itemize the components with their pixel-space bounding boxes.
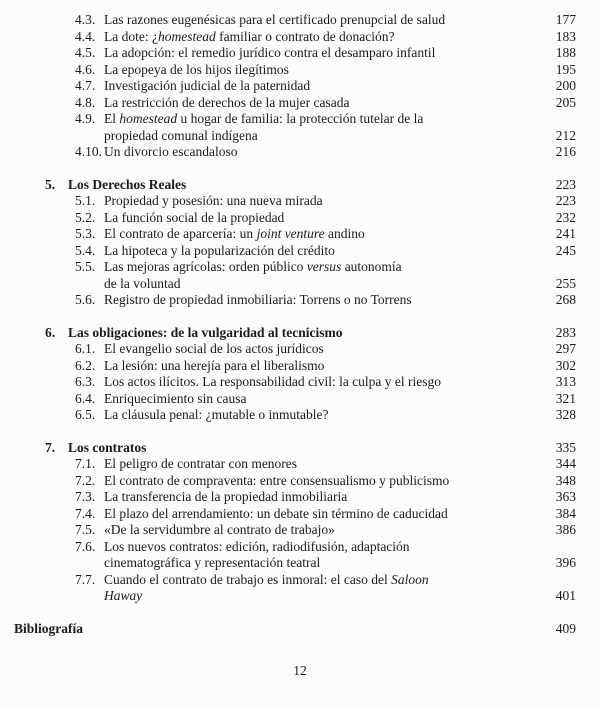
- toc-entry-title: Cuando el contrato de trabajo es inmoral: el caso del Saloon Haway: [104, 571, 429, 603]
- toc-entry: [14, 226, 576, 243]
- toc-entry: [14, 95, 576, 112]
- toc-entry-page: 321: [555, 390, 576, 406]
- toc-entry: [14, 144, 576, 161]
- toc-entry-title: El homestead u hogar de familia: la protección tutelar de la propiedad comunal indígena: [104, 111, 424, 143]
- toc-entry-page: 328: [555, 407, 576, 422]
- toc-entry: [14, 572, 576, 605]
- toc-entry-title: Los Derechos Reales: [68, 176, 187, 192]
- toc-entry-number: 7.6.: [75, 538, 96, 554]
- toc-entry-number: 5.1.: [75, 193, 96, 208]
- toc-entry: [14, 374, 576, 391]
- toc-entry-page: 232: [555, 209, 576, 225]
- toc-entry-page: 302: [555, 357, 576, 373]
- toc-entry: [14, 506, 576, 523]
- toc-entry-number: 7.3.: [75, 489, 96, 504]
- toc-entry-number: 5.: [45, 176, 56, 192]
- toc-entry-title: Los contratos: [68, 439, 147, 455]
- toc-entry: [14, 12, 576, 29]
- toc-entry-page: 396: [555, 555, 576, 570]
- toc-entry: [14, 29, 576, 46]
- toc-entry-page: 200: [555, 78, 576, 93]
- toc-entry-number: 5.6.: [75, 292, 96, 307]
- toc-entry-number: 4.8.: [75, 94, 96, 110]
- toc-entry-title: Enriquecimiento sin causa: [104, 390, 247, 406]
- toc-entry: [14, 78, 576, 95]
- toc-entry-title: La lesión: una herejía para el liberalismo: [104, 357, 325, 373]
- toc-entry: [14, 177, 576, 194]
- toc-entry: [14, 292, 576, 309]
- toc-entry-title: «De la servidumbre al contrato de trabajo»: [104, 522, 335, 537]
- toc-entry-number: 6.2.: [75, 357, 96, 373]
- toc-entry-title: El contrato de aparcería: un joint venture andino: [104, 226, 365, 241]
- toc-entry-page: 188: [555, 45, 576, 60]
- toc-entry-page: 216: [555, 144, 576, 159]
- toc-entry-page: 384: [555, 505, 576, 521]
- toc-entry-page: 348: [555, 472, 576, 488]
- toc-entry-page: 223: [555, 193, 576, 208]
- toc-entry: [14, 473, 576, 490]
- toc-entry-title: Los actos ilícitos. La responsabilidad civil: la culpa y el riesgo: [104, 374, 442, 389]
- toc-entry: [14, 440, 576, 457]
- toc-entry-page: 409: [555, 620, 576, 636]
- toc-entry-number: 7.4.: [75, 505, 96, 521]
- page-footer: [0, 663, 600, 680]
- toc-entry-title: Propiedad y posesión: una nueva mirada: [104, 193, 323, 208]
- toc-entry-page: 195: [555, 61, 576, 77]
- toc-entry-title: La restricción de derechos de la mujer casada: [104, 94, 350, 110]
- toc-entry-number: 4.9.: [75, 111, 96, 126]
- toc-entry: [14, 45, 576, 62]
- toc-entry-page: 241: [555, 226, 576, 241]
- toc-entry-page: 386: [555, 522, 576, 537]
- toc-entry-number: 5.3.: [75, 226, 96, 241]
- toc-entry-page: 183: [555, 28, 576, 44]
- toc-entry-title: El evangelio social de los actos jurídicos: [104, 341, 324, 356]
- toc-entry: [14, 621, 576, 638]
- toc-entry-title: Investigación judicial de la paternidad: [104, 78, 311, 93]
- toc-entry: [14, 522, 576, 539]
- toc-entry-title: Bibliografía: [14, 620, 84, 636]
- toc-entry: [14, 62, 576, 79]
- toc-entry: [14, 259, 576, 292]
- toc-entry-number: 6.: [45, 324, 56, 340]
- toc-entry-page: 363: [555, 489, 576, 504]
- toc-entry-number: 4.10.: [75, 144, 102, 159]
- toc-entry-page: 205: [555, 94, 576, 110]
- toc-entry-title: El plazo del arrendamiento: un debate sin término de caducidad: [104, 505, 448, 521]
- toc-entry-number: 5.4.: [75, 242, 96, 258]
- toc-entry-number: 7.: [45, 439, 56, 455]
- toc-entry-number: 6.4.: [75, 390, 96, 406]
- toc-entry-number: 6.1.: [75, 341, 96, 356]
- toc-entry-page: 313: [555, 374, 576, 389]
- toc-entry-number: 4.4.: [75, 28, 96, 44]
- toc-entry-number: 5.5.: [75, 259, 96, 274]
- toc-entry-title: La epopeya de los hijos ilegítimos: [104, 61, 289, 77]
- toc-entry: [14, 341, 576, 358]
- toc-entry: [14, 456, 576, 473]
- toc-entry: [14, 539, 576, 572]
- toc-entry-page: 335: [555, 439, 576, 455]
- toc-entry: [14, 489, 576, 506]
- toc-entry: [14, 193, 576, 210]
- toc-entry-page: 223: [555, 176, 576, 192]
- toc-entry-title: La dote: ¿homestead familiar o contrato de donación?: [104, 28, 395, 44]
- toc-entry-title: Las razones eugenésicas para el certificado prenupcial de salud: [104, 12, 446, 27]
- toc-entry-title: El contrato de compraventa: entre consensualismo y publicismo: [104, 472, 450, 488]
- toc-entry-title: La hipoteca y la popularización del crédito: [104, 242, 335, 258]
- toc-entry-number: 7.5.: [75, 522, 96, 537]
- toc-entry-number: 4.3.: [75, 12, 96, 27]
- toc-entry-number: 6.5.: [75, 407, 96, 422]
- toc-entry-title: El peligro de contratar con menores: [104, 456, 298, 471]
- toc-entry-page: 297: [555, 341, 576, 356]
- toc-entry-number: 7.7.: [75, 571, 96, 587]
- toc-entry: [14, 391, 576, 408]
- toc-entry-page: 401: [555, 588, 576, 603]
- toc-entry-page: 268: [555, 292, 576, 307]
- toc-entry-number: 6.3.: [75, 374, 96, 389]
- toc-entry-number: 4.6.: [75, 61, 96, 77]
- toc-entry-title: Los nuevos contratos: edición, radiodifusión, adaptación cinematográfica y representación teatral: [104, 538, 410, 570]
- toc-entry-page: 344: [555, 456, 576, 471]
- toc-entry-page: 177: [555, 12, 576, 27]
- toc-entry: [14, 243, 576, 260]
- toc-entry-title: La transferencia de la propiedad inmobiliaria: [104, 489, 348, 504]
- toc-entry: [14, 407, 576, 424]
- toc-entry-title: Un divorcio escandaloso: [104, 144, 238, 159]
- toc-entry-title: Las mejoras agrícolas: orden público versus autonomía de la voluntad: [104, 259, 402, 291]
- page-number: 12: [293, 663, 307, 678]
- toc-entry-title: La función social de la propiedad: [104, 209, 285, 225]
- toc-entry-title: La cláusula penal: ¿mutable o inmutable?: [104, 407, 329, 422]
- toc-entry-number: 4.5.: [75, 45, 96, 60]
- table-of-contents: [0, 12, 600, 637]
- toc-entry-title: La adopción: el remedio jurídico contra el desamparo infantil: [104, 45, 436, 60]
- toc-entry-title: Las obligaciones: de la vulgaridad al tecnicismo: [68, 324, 343, 340]
- toc-entry-title: Registro de propiedad inmobiliaria: Torrens o no Torrens: [104, 292, 412, 307]
- toc-entry: [14, 325, 576, 342]
- toc-entry-number: 4.7.: [75, 78, 96, 93]
- toc-entry-page: 212: [555, 127, 576, 143]
- toc-entry-page: 245: [555, 242, 576, 258]
- toc-entry-page: 255: [555, 275, 576, 291]
- toc-entry-page: 283: [555, 324, 576, 340]
- toc-entry: [14, 111, 576, 144]
- toc-entry-number: 7.1.: [75, 456, 96, 471]
- toc-entry-number: 5.2.: [75, 209, 96, 225]
- toc-entry: [14, 210, 576, 227]
- toc-entry: [14, 358, 576, 375]
- toc-entry-number: 7.2.: [75, 472, 96, 488]
